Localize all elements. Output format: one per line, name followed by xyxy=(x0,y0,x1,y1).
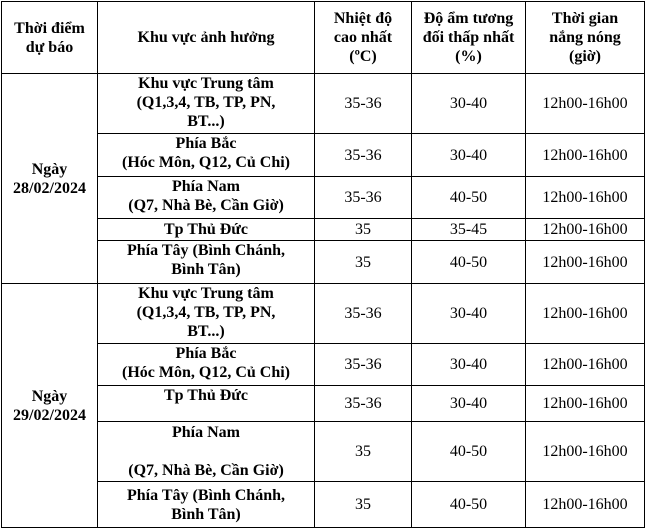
temperature-cell: 35-36 xyxy=(315,386,412,422)
humidity-cell: 30-40 xyxy=(412,284,526,344)
humidity-cell: 40-50 xyxy=(412,177,526,219)
temperature-cell: 35 xyxy=(315,241,412,284)
area-cell: Phía Bắc (Hóc Môn, Q12, Củ Chi) xyxy=(98,344,315,386)
table-row xyxy=(2,74,645,134)
table-row xyxy=(2,177,645,219)
hours-cell: 12h00-16h00 xyxy=(526,241,645,284)
header-heat-hours: Thời gian nắng nóng (giờ) xyxy=(526,2,645,74)
humidity-cell: 35-45 xyxy=(412,219,526,241)
area-cell: Tp Thủ Đức xyxy=(98,386,315,422)
area-cell: Phía Nam (Q7, Nhà Bè, Cần Giờ) xyxy=(98,177,315,219)
area-cell: Khu vực Trung tâm (Q1,3,4, TB, TP, PN, BT...) xyxy=(98,284,315,344)
temperature-cell: 35-36 xyxy=(315,344,412,386)
table-row xyxy=(2,422,645,482)
humidity-cell: 40-50 xyxy=(412,422,526,482)
area-cell: Phía Tây (Bình Chánh, Bình Tân) xyxy=(98,482,315,528)
humidity-cell: 30-40 xyxy=(412,74,526,134)
header-min-humidity: Độ ẩm tương đối thấp nhất (%) xyxy=(412,2,526,74)
heat-forecast-table xyxy=(1,1,645,528)
header-forecast-time: Thời điểm dự báo xyxy=(2,2,98,74)
header-max-temperature: Nhiệt độ cao nhất (ºC) xyxy=(315,2,412,74)
day-cell: Ngày 28/02/2024 xyxy=(2,74,98,284)
humidity-cell: 30-40 xyxy=(412,386,526,422)
temperature-cell: 35-36 xyxy=(315,134,412,177)
temperature-cell: 35-36 xyxy=(315,284,412,344)
table-row xyxy=(2,344,645,386)
table-row xyxy=(2,134,645,177)
temperature-cell: 35 xyxy=(315,422,412,482)
area-cell: Phía Bắc (Hóc Môn, Q12, Củ Chi) xyxy=(98,134,315,177)
temperature-cell: 35-36 xyxy=(315,74,412,134)
humidity-cell: 40-50 xyxy=(412,482,526,528)
temperature-cell: 35-36 xyxy=(315,177,412,219)
day-cell: Ngày 29/02/2024 xyxy=(2,284,98,528)
table-row xyxy=(2,482,645,528)
hours-cell: 12h00-16h00 xyxy=(526,177,645,219)
area-cell: Phía Nam (Q7, Nhà Bè, Cần Giờ) xyxy=(98,422,315,482)
temperature-cell: 35 xyxy=(315,219,412,241)
area-cell: Phía Tây (Bình Chánh, Bình Tân) xyxy=(98,241,315,284)
area-cell: Khu vực Trung tâm (Q1,3,4, TB, TP, PN, BT...) xyxy=(98,74,315,134)
temperature-cell: 35 xyxy=(315,482,412,528)
hours-cell: 12h00-16h00 xyxy=(526,344,645,386)
table-row xyxy=(2,241,645,284)
hours-cell: 12h00-16h00 xyxy=(526,219,645,241)
table-row xyxy=(2,386,645,422)
header-row xyxy=(2,2,645,74)
hours-cell: 12h00-16h00 xyxy=(526,482,645,528)
hours-cell: 12h00-16h00 xyxy=(526,422,645,482)
humidity-cell: 30-40 xyxy=(412,134,526,177)
area-cell: Tp Thủ Đức xyxy=(98,219,315,241)
humidity-cell: 30-40 xyxy=(412,344,526,386)
hours-cell: 12h00-16h00 xyxy=(526,284,645,344)
table-row xyxy=(2,219,645,241)
humidity-cell: 40-50 xyxy=(412,241,526,284)
hours-cell: 12h00-16h00 xyxy=(526,386,645,422)
header-affected-area: Khu vực ảnh hưởng xyxy=(98,2,315,74)
table-row xyxy=(2,284,645,344)
hours-cell: 12h00-16h00 xyxy=(526,134,645,177)
hours-cell: 12h00-16h00 xyxy=(526,74,645,134)
